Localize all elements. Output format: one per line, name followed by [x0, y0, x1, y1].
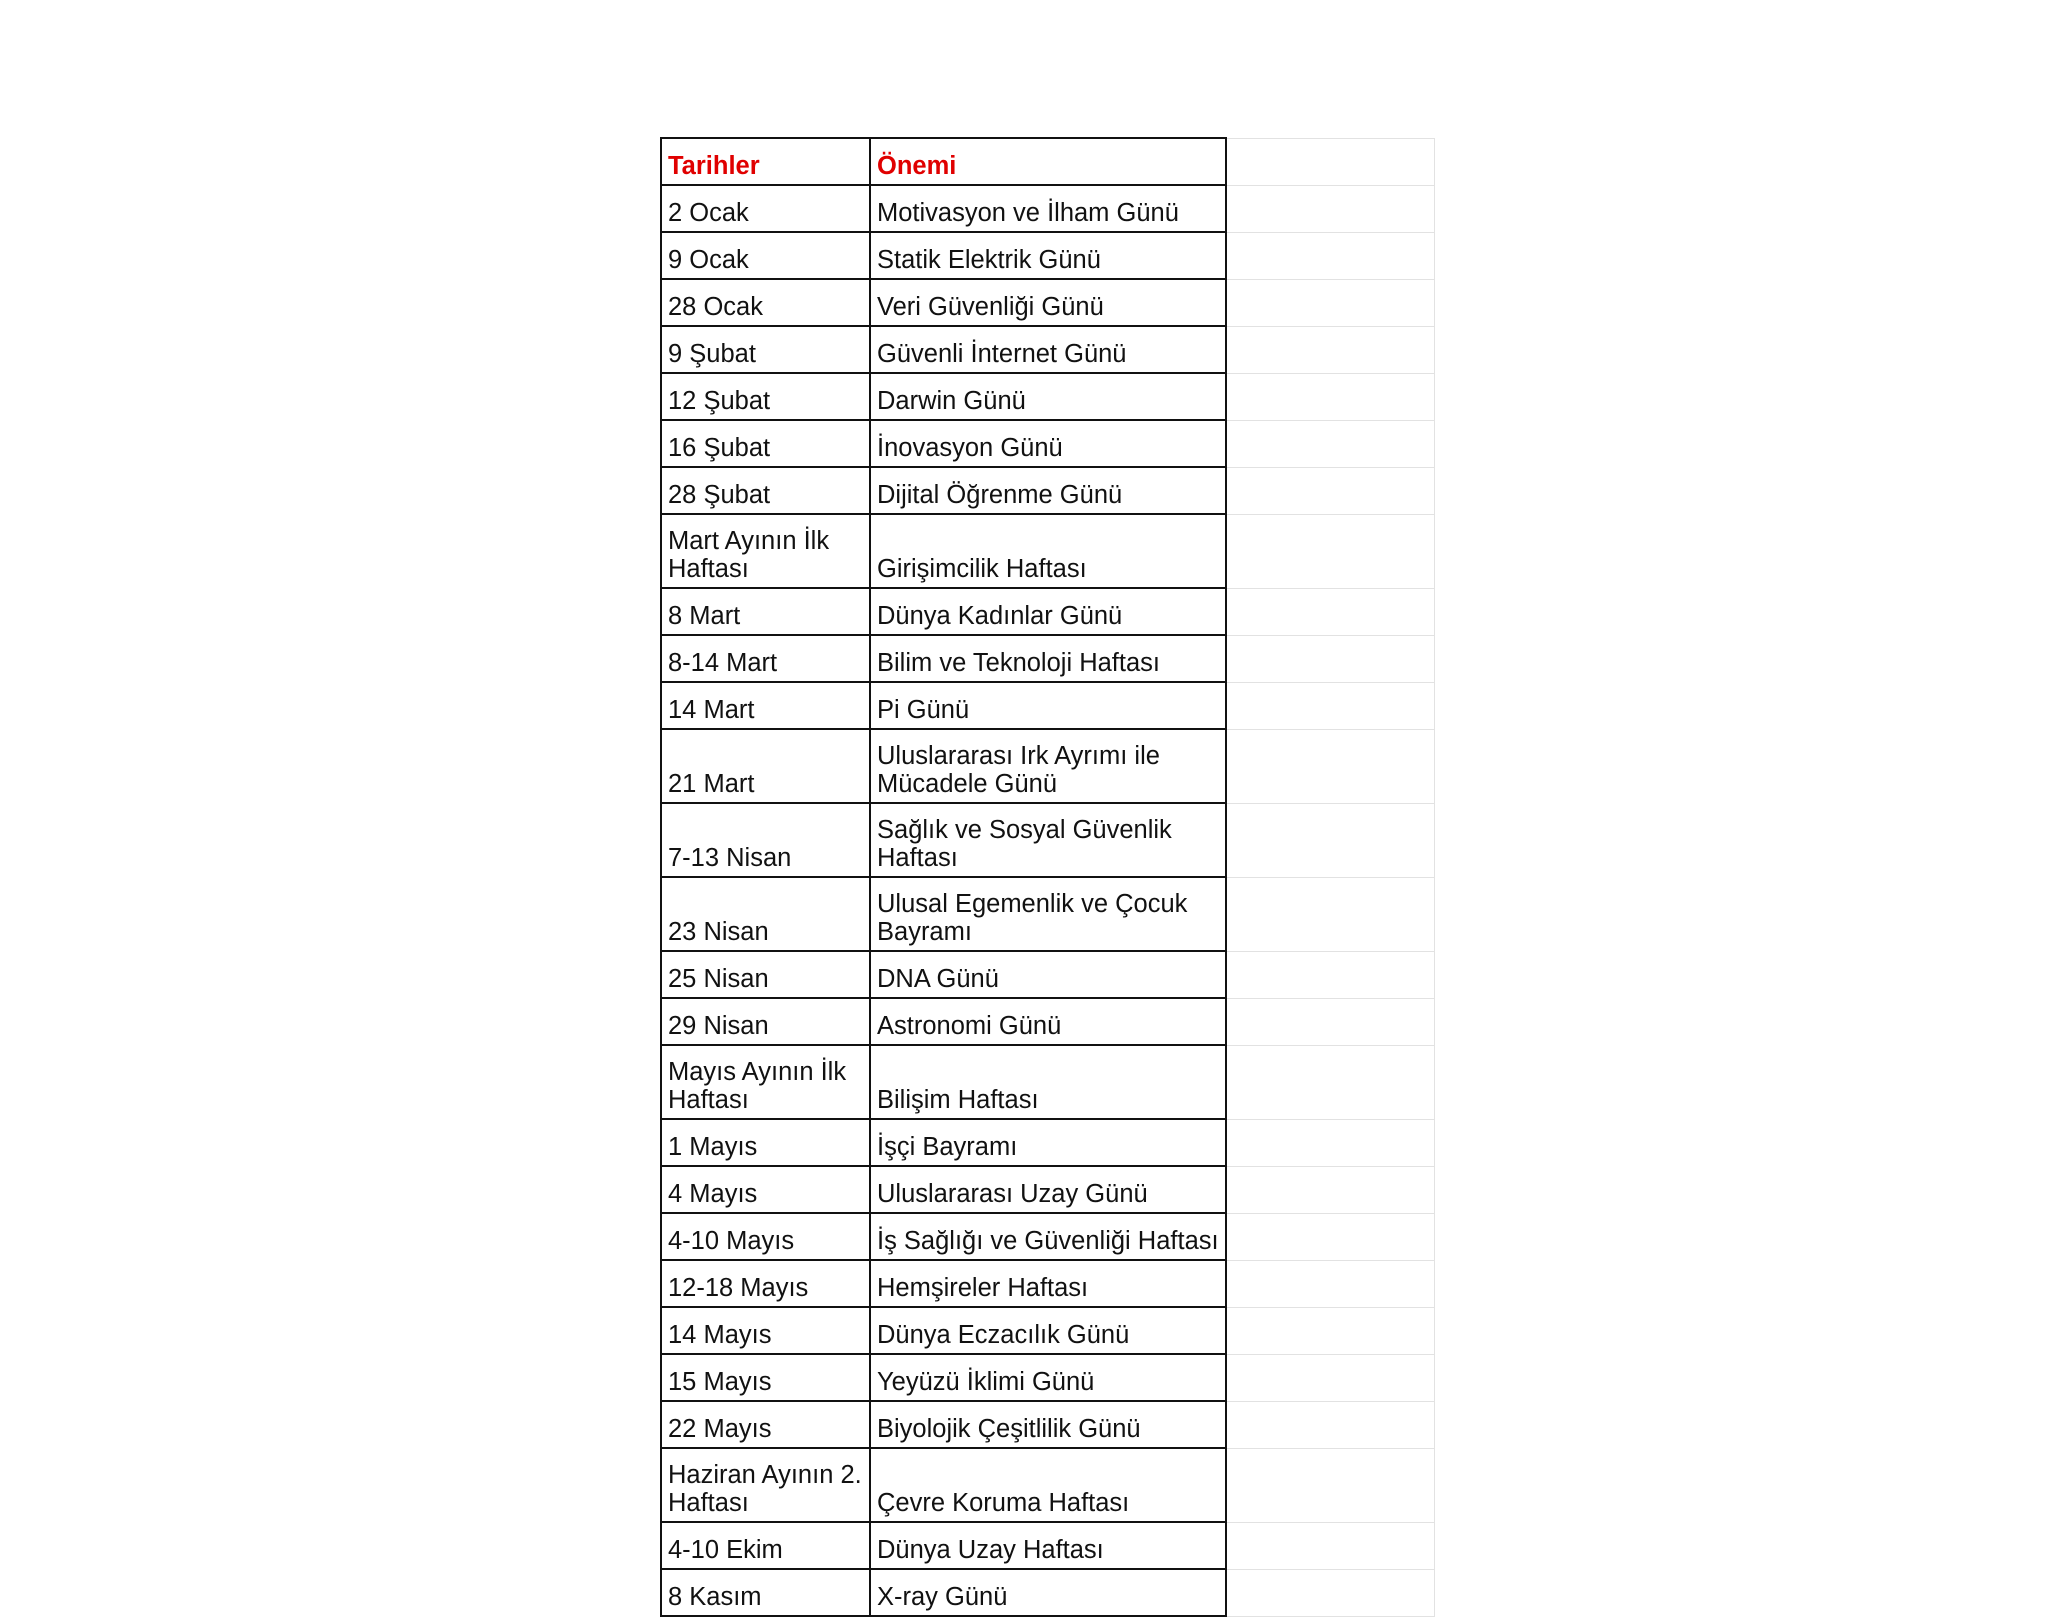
- date-cell[interactable]: 28 Ocak: [661, 279, 870, 326]
- table-row: [661, 467, 1434, 514]
- date-cell[interactable]: 8 Kasım: [661, 1569, 870, 1616]
- empty-cell[interactable]: [1226, 232, 1435, 279]
- date-cell[interactable]: 8-14 Mart: [661, 635, 870, 682]
- table-row: [661, 1260, 1434, 1307]
- empty-cell[interactable]: [1226, 877, 1435, 951]
- significance-cell[interactable]: Dünya Kadınlar Günü: [870, 588, 1226, 635]
- date-cell[interactable]: 15 Mayıs: [661, 1354, 870, 1401]
- table-row: [661, 877, 1434, 951]
- significance-cell[interactable]: Veri Güvenliği Günü: [870, 279, 1226, 326]
- date-cell[interactable]: 7-13 Nisan: [661, 803, 870, 877]
- header-row: [661, 138, 1434, 185]
- date-cell[interactable]: Haziran Ayının 2. Haftası: [661, 1448, 870, 1522]
- significance-cell[interactable]: Uluslararası Uzay Günü: [870, 1166, 1226, 1213]
- date-cell[interactable]: 22 Mayıs: [661, 1401, 870, 1448]
- empty-cell[interactable]: [1226, 803, 1435, 877]
- significance-cell[interactable]: Hemşireler Haftası: [870, 1260, 1226, 1307]
- table-row: [661, 1448, 1434, 1522]
- significance-cell[interactable]: Statik Elektrik Günü: [870, 232, 1226, 279]
- table-row: [661, 1354, 1434, 1401]
- table-row: [661, 514, 1434, 588]
- empty-cell[interactable]: [1226, 682, 1435, 729]
- significance-cell[interactable]: DNA Günü: [870, 951, 1226, 998]
- significance-cell[interactable]: Dünya Uzay Haftası: [870, 1522, 1226, 1569]
- empty-cell[interactable]: [1226, 514, 1435, 588]
- date-cell[interactable]: 2 Ocak: [661, 185, 870, 232]
- significance-cell[interactable]: İnovasyon Günü: [870, 420, 1226, 467]
- empty-cell[interactable]: [1226, 138, 1435, 185]
- empty-cell[interactable]: [1226, 588, 1435, 635]
- empty-cell[interactable]: [1226, 326, 1435, 373]
- empty-cell[interactable]: [1226, 951, 1435, 998]
- date-cell[interactable]: 4-10 Ekim: [661, 1522, 870, 1569]
- empty-cell[interactable]: [1226, 467, 1435, 514]
- significance-cell[interactable]: Motivasyon ve İlham Günü: [870, 185, 1226, 232]
- table-row: [661, 803, 1434, 877]
- significance-cell[interactable]: İşçi Bayramı: [870, 1119, 1226, 1166]
- table-row: [661, 998, 1434, 1045]
- header-dates[interactable]: Tarihler: [661, 138, 870, 185]
- empty-cell[interactable]: [1226, 998, 1435, 1045]
- empty-cell[interactable]: [1226, 185, 1435, 232]
- table-row: [661, 232, 1434, 279]
- empty-cell[interactable]: [1226, 1354, 1435, 1401]
- header-significance[interactable]: Önemi: [870, 138, 1226, 185]
- significance-cell[interactable]: Biyolojik Çeşitlilik Günü: [870, 1401, 1226, 1448]
- significance-cell[interactable]: Yeyüzü İklimi Günü: [870, 1354, 1226, 1401]
- date-cell[interactable]: Mart Ayının İlk Haftası: [661, 514, 870, 588]
- date-cell[interactable]: 4-10 Mayıs: [661, 1213, 870, 1260]
- empty-cell[interactable]: [1226, 1045, 1435, 1119]
- date-cell[interactable]: 29 Nisan: [661, 998, 870, 1045]
- table-row: [661, 185, 1434, 232]
- date-cell[interactable]: 8 Mart: [661, 588, 870, 635]
- table-row: [661, 1307, 1434, 1354]
- date-cell[interactable]: 25 Nisan: [661, 951, 870, 998]
- table-row: [661, 279, 1434, 326]
- significance-cell[interactable]: Dünya Eczacılık Günü: [870, 1307, 1226, 1354]
- empty-cell[interactable]: [1226, 1401, 1435, 1448]
- table-row: [661, 1522, 1434, 1569]
- empty-cell[interactable]: [1226, 1213, 1435, 1260]
- table-row: [661, 1166, 1434, 1213]
- date-cell[interactable]: 21 Mart: [661, 729, 870, 803]
- empty-cell[interactable]: [1226, 729, 1435, 803]
- empty-cell[interactable]: [1226, 1522, 1435, 1569]
- table-row: [661, 1045, 1434, 1119]
- date-cell[interactable]: 9 Ocak: [661, 232, 870, 279]
- date-cell[interactable]: 28 Şubat: [661, 467, 870, 514]
- significance-cell[interactable]: Sağlık ve Sosyal Güvenlik Haftası: [870, 803, 1226, 877]
- significance-cell[interactable]: Dijital Öğrenme Günü: [870, 467, 1226, 514]
- date-cell[interactable]: 14 Mart: [661, 682, 870, 729]
- date-cell[interactable]: 9 Şubat: [661, 326, 870, 373]
- table-row: [661, 420, 1434, 467]
- date-cell[interactable]: 4 Mayıs: [661, 1166, 870, 1213]
- table-row: [661, 635, 1434, 682]
- empty-cell[interactable]: [1226, 1119, 1435, 1166]
- table-row: [661, 373, 1434, 420]
- date-cell[interactable]: 1 Mayıs: [661, 1119, 870, 1166]
- significance-cell[interactable]: Bilişim Haftası: [870, 1045, 1226, 1119]
- empty-cell[interactable]: [1226, 1260, 1435, 1307]
- dates-table: [660, 137, 1435, 1617]
- significance-cell[interactable]: Astronomi Günü: [870, 998, 1226, 1045]
- empty-cell[interactable]: [1226, 1307, 1435, 1354]
- empty-cell[interactable]: [1226, 420, 1435, 467]
- date-cell[interactable]: 14 Mayıs: [661, 1307, 870, 1354]
- table-row: [661, 588, 1434, 635]
- significance-cell[interactable]: X-ray Günü: [870, 1569, 1226, 1616]
- empty-cell[interactable]: [1226, 635, 1435, 682]
- significance-cell[interactable]: Uluslararası Irk Ayrımı ile Mücadele Günü: [870, 729, 1226, 803]
- significance-cell[interactable]: Girişimcilik Haftası: [870, 514, 1226, 588]
- table-row: [661, 682, 1434, 729]
- empty-cell[interactable]: [1226, 1166, 1435, 1213]
- significance-cell[interactable]: Darwin Günü: [870, 373, 1226, 420]
- date-cell[interactable]: 16 Şubat: [661, 420, 870, 467]
- date-cell[interactable]: Mayıs Ayının İlk Haftası: [661, 1045, 870, 1119]
- table-row: [661, 1119, 1434, 1166]
- empty-cell[interactable]: [1226, 279, 1435, 326]
- table-row: [661, 1401, 1434, 1448]
- empty-cell[interactable]: [1226, 1569, 1435, 1616]
- significance-cell[interactable]: Bilim ve Teknoloji Haftası: [870, 635, 1226, 682]
- significance-cell[interactable]: İş Sağlığı ve Güvenliği Haftası: [870, 1213, 1226, 1260]
- table-row: [661, 951, 1434, 998]
- empty-cell[interactable]: [1226, 373, 1435, 420]
- date-cell[interactable]: 23 Nisan: [661, 877, 870, 951]
- table-row: [661, 1569, 1434, 1616]
- date-cell[interactable]: 12-18 Mayıs: [661, 1260, 870, 1307]
- date-cell[interactable]: 12 Şubat: [661, 373, 870, 420]
- empty-cell[interactable]: [1226, 1448, 1435, 1522]
- significance-cell[interactable]: Pi Günü: [870, 682, 1226, 729]
- table-row: [661, 729, 1434, 803]
- significance-cell[interactable]: Çevre Koruma Haftası: [870, 1448, 1226, 1522]
- table-row: [661, 326, 1434, 373]
- significance-cell[interactable]: Güvenli İnternet Günü: [870, 326, 1226, 373]
- table-row: [661, 1213, 1434, 1260]
- significance-cell[interactable]: Ulusal Egemenlik ve Çocuk Bayramı: [870, 877, 1226, 951]
